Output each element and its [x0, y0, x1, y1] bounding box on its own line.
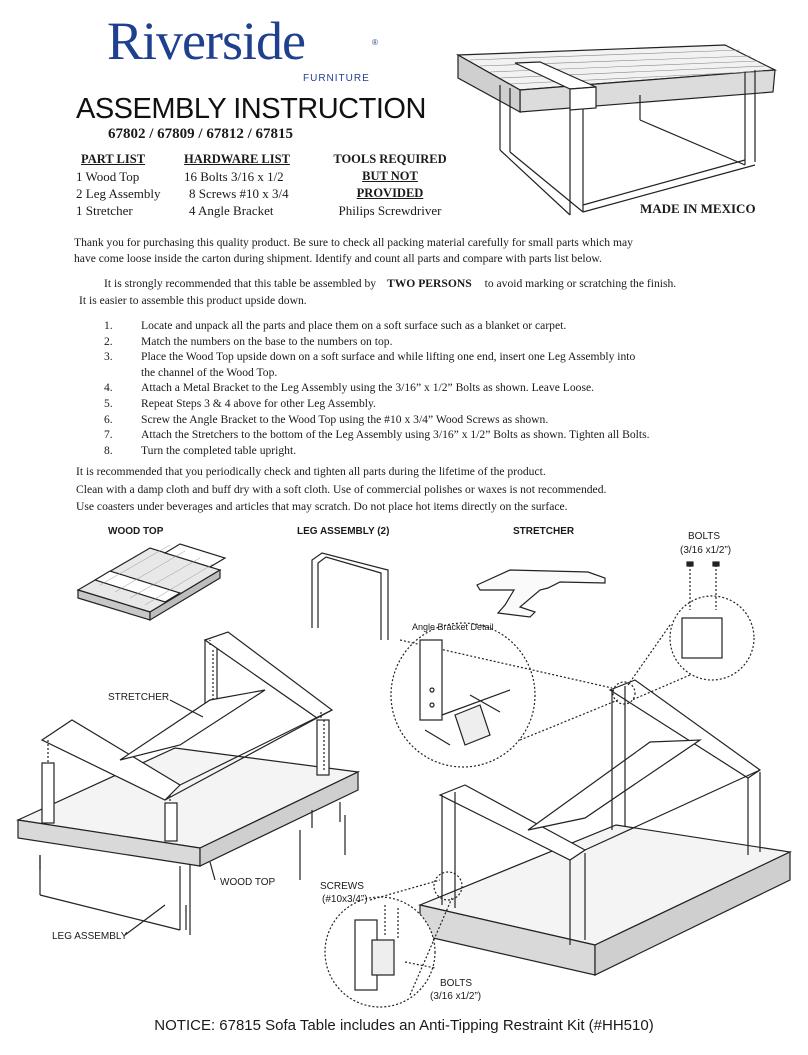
label-stretcher-callout: STRETCHER	[108, 692, 170, 703]
recommend-line-2: It is easier to assemble this product upside down.	[79, 294, 307, 307]
step-number: 5.	[104, 396, 113, 410]
label-angle-bracket-detail: Angle Bracket Detail	[412, 622, 494, 632]
label-screws: SCREWS	[320, 881, 364, 892]
tools-header-1: TOOLS REQUIRED	[333, 152, 447, 166]
step-item	[104, 396, 741, 412]
label-screws-size: (#10x3/4”)	[322, 894, 368, 905]
step-item	[104, 365, 741, 381]
intro-line: have come loose inside the carton during shipment. Identify and count all parts and compare with parts list below.	[74, 252, 602, 265]
label-wood-top: WOOD TOP	[108, 526, 164, 537]
intro-line: Thank you for purchasing this quality product. Be sure to check all packing material carefully for small parts which may	[74, 236, 633, 249]
step-number: 2.	[104, 334, 113, 348]
care-line: Clean with a damp cloth and buff dry with a soft cloth. Use of commercial polishes or waxes is not recommended.	[76, 482, 607, 496]
step-text: Locate and unpack all the parts and place them on a soft surface such as a blanket or carpet.	[141, 319, 567, 332]
step-text: Turn the completed table upright.	[141, 443, 297, 457]
notice-text: NOTICE: 67815 Sofa Table includes an Anti-Tipping Restraint Kit (#HH510)	[154, 1017, 654, 1034]
step-text: the channel of the Wood Top.	[141, 365, 278, 379]
step-text: Attach the Stretchers to the bottom of the Leg Assembly using 3/16” x 1/2” Bolts as shown. Tighten all Bolts.	[141, 428, 650, 442]
step-text: Place the Wood Top upside down on a soft surface and while lifting one end, insert one Leg Assembly into	[141, 350, 636, 364]
brand-registered-mark: ®	[372, 38, 378, 47]
part-list-item: 2 Leg Assembly	[76, 186, 161, 201]
table-illustration	[458, 45, 775, 215]
step-item	[104, 412, 741, 428]
care-text	[76, 463, 606, 516]
hardware-list-item: 4 Angle Bracket	[189, 203, 274, 218]
label-wood-top-callout: WOOD TOP	[220, 877, 276, 888]
step-item	[104, 427, 741, 443]
step-item	[104, 380, 741, 396]
care-line: It is recommended that you periodically check and tighten all parts during the lifetime of the product.	[76, 465, 546, 478]
step-number: 1.	[104, 319, 113, 332]
step-item	[104, 318, 741, 334]
step-text: Attach a Metal Bracket to the Leg Assembly using the 3/16” x 1/2” Bolts as shown. Leave Loose.	[141, 381, 595, 395]
tools-header-2: BUT NOT PROVIDED	[356, 169, 424, 200]
part-list	[76, 151, 161, 219]
tools-list	[330, 151, 450, 219]
stretcher-part	[477, 570, 605, 617]
tools-item: Philips Screwdriver	[338, 203, 442, 218]
step-text: Match the numbers on the base to the numbers on top.	[141, 334, 393, 348]
steps-list	[104, 318, 741, 458]
step-number: 8.	[104, 443, 113, 457]
step-text: Screw the Angle Bracket to the Wood Top using the #10 x 3/4” Wood Screws as shown.	[141, 412, 549, 426]
label-bolts-bottom-size: (3/16 x1/2”)	[430, 991, 482, 1002]
part-list-item: 1 Stretcher	[76, 203, 133, 218]
label-leg-assembly: LEG ASSEMBLY (2)	[297, 526, 390, 537]
recommend-after: to avoid marking or scratching the finish.	[484, 277, 677, 290]
recommend-before: It is strongly recommended that this table be assembled by	[104, 277, 377, 290]
leg-assembly-part	[312, 553, 388, 640]
label-bolts-top-size: (3/16 x1/2”)	[680, 545, 732, 556]
step-number: 3.	[104, 350, 113, 364]
hardware-list-item: 16 Bolts 3/16 x 1/2	[184, 169, 284, 184]
page-title: ASSEMBLY INSTRUCTION	[76, 93, 426, 125]
step-item	[104, 443, 741, 459]
made-in-label: MADE IN MEXICO	[640, 201, 756, 216]
step-item	[104, 349, 741, 365]
hardware-list	[184, 151, 290, 219]
brand-subtitle: FURNITURE	[303, 73, 370, 84]
hardware-list-header: HARDWARE LIST	[184, 152, 290, 166]
recommend-line	[104, 276, 676, 292]
wood-top-part	[78, 544, 225, 620]
label-stretcher: STRETCHER	[513, 526, 575, 537]
step-number: 4.	[104, 381, 113, 395]
part-list-item: 1 Wood Top	[76, 169, 140, 184]
step-number: 7.	[104, 428, 113, 442]
step-text: Repeat Steps 3 & 4 above for other Leg Assembly.	[141, 396, 376, 410]
recommend-emphasis: TWO PERSONS	[386, 277, 472, 290]
label-leg-assembly-callout: LEG ASSEMBLY	[52, 931, 128, 942]
hardware-list-item: 8 Screws #10 x 3/4	[189, 186, 289, 201]
care-line: Use coasters under beverages and articles that may scratch. Do not place hot items directly on the surface.	[76, 500, 568, 513]
model-numbers: 67802 / 67809 / 67812 / 67815	[108, 126, 294, 142]
brand-logo: Riverside	[107, 11, 305, 71]
part-list-header: PART LIST	[81, 152, 146, 166]
label-bolts-top: BOLTS	[688, 531, 721, 542]
left-assembly	[18, 632, 358, 935]
label-bolts-bottom: BOLTS	[440, 978, 473, 989]
step-number: 6.	[104, 412, 113, 426]
step-item	[104, 334, 741, 350]
intro-text	[74, 235, 633, 267]
step-number	[104, 365, 141, 381]
